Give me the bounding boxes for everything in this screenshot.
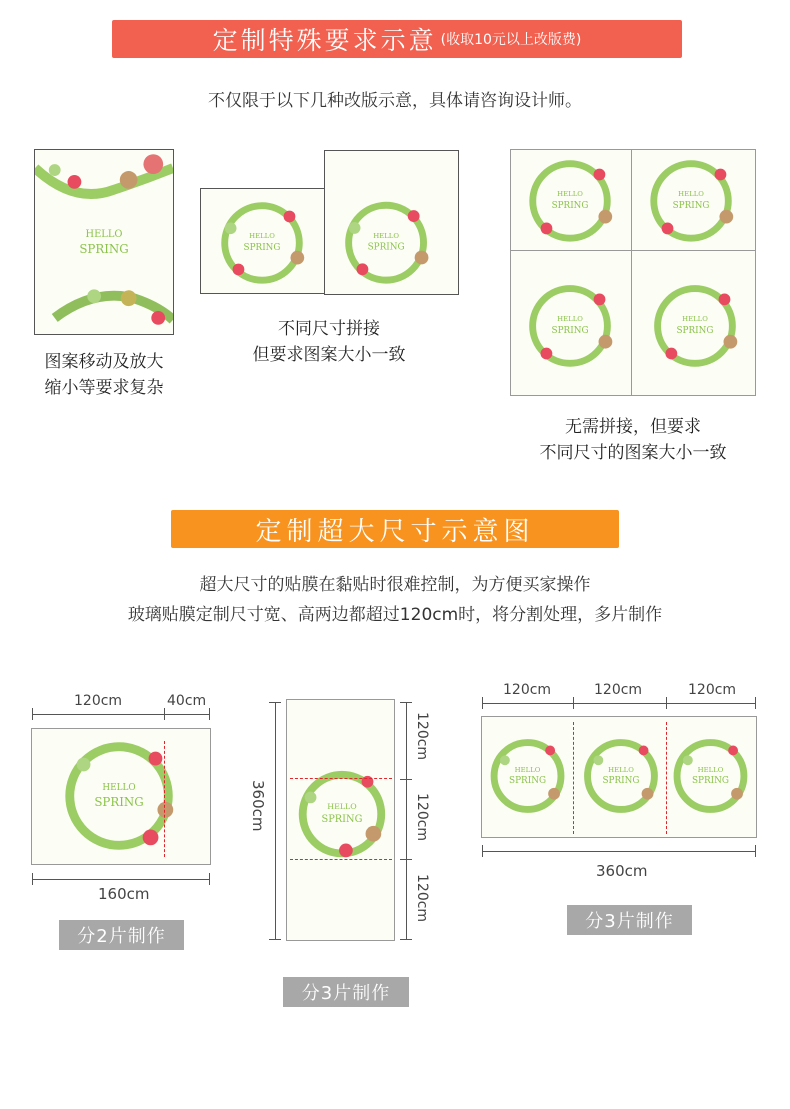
diagram1-tick <box>32 873 33 885</box>
diagram2-tick <box>400 779 412 780</box>
example3-artwork-1 <box>510 149 632 251</box>
diagram2-artwork <box>286 699 395 941</box>
example2-caption-line2: 但要求图案大小一致 <box>252 345 406 365</box>
example3-caption <box>510 414 756 466</box>
diagram3-tick <box>755 697 756 709</box>
diagram3-tick <box>482 845 483 857</box>
example3-artwork-3 <box>510 250 632 396</box>
svg-text:HELLO: HELLO <box>557 190 583 199</box>
diagram1-dim-right: 40cm <box>167 693 207 709</box>
example3-artwork-2 <box>631 149 756 251</box>
diagram3-dim-seg3: 120cm <box>688 682 737 698</box>
diagram1-badge: 分2片制作 <box>59 920 184 950</box>
example3-caption-line1: 无需拼接，但要求 <box>565 417 701 437</box>
section2-intro-line1: 超大尺寸的贴膜在黏贴时很难控制，为方便买家操作 <box>199 575 591 595</box>
diagram1-bottom-dimension-line <box>32 879 210 880</box>
svg-text:HELLO: HELLO <box>514 766 541 775</box>
svg-text:SPRING: SPRING <box>551 200 589 211</box>
example2-artwork-large <box>324 150 459 295</box>
svg-text:SPRING: SPRING <box>602 775 640 786</box>
floral-wreath-icon <box>482 717 756 837</box>
svg-text:HELLO: HELLO <box>373 231 399 240</box>
diagram2-tick <box>269 702 281 703</box>
floral-wreath-icon <box>287 700 394 940</box>
diagram2-tick <box>400 702 412 703</box>
diagram1-dim-total: 160cm <box>98 885 150 903</box>
example3-caption-line2: 不同尺寸的图案大小一致 <box>539 443 727 463</box>
section1-intro: 不仅限于以下几种改版示意，具体请咨询设计师。 <box>208 91 582 111</box>
svg-text:SPRING: SPRING <box>79 241 129 256</box>
diagram3-tick <box>755 845 756 857</box>
diagram2-left-dimension-line <box>275 702 276 940</box>
diagram2-tick <box>400 939 412 940</box>
svg-text:HELLO: HELLO <box>102 783 136 794</box>
diagram3-top-dimension-line <box>482 703 756 704</box>
section2-intro-line2: 玻璃贴膜定制尺寸宽、高两边都超过120cm时，将分割处理，多片制作 <box>127 605 663 625</box>
floral-wreath-icon <box>632 251 755 395</box>
floral-wreath-icon <box>511 251 631 395</box>
example1-caption-line1: 图案移动及放大 <box>44 352 164 372</box>
diagram2-right-dimension-line <box>406 702 407 940</box>
diagram1-tick <box>209 873 210 885</box>
section1-banner <box>112 20 682 58</box>
floral-wreath-icon <box>632 150 755 250</box>
svg-text:SPRING: SPRING <box>94 794 144 809</box>
svg-text:SPRING: SPRING <box>509 775 547 786</box>
diagram3-badge: 分3片制作 <box>567 905 692 935</box>
svg-text:HELLO: HELLO <box>557 315 583 324</box>
svg-text:HELLO: HELLO <box>678 190 704 199</box>
diagram2-dim-height: 360cm <box>249 780 267 832</box>
diagram3-cut-line <box>573 722 574 834</box>
floral-wreath-icon <box>511 150 631 250</box>
diagram2-tick <box>269 939 281 940</box>
diagram1-tick <box>164 708 165 720</box>
diagram1-top-dimension-line <box>32 714 210 715</box>
floral-wreath-icon <box>325 151 458 294</box>
svg-text:SPRING: SPRING <box>676 325 714 336</box>
diagram3-tick <box>482 697 483 709</box>
svg-text:HELLO: HELLO <box>249 232 275 241</box>
svg-text:SPRING: SPRING <box>691 775 729 786</box>
svg-text:SPRING: SPRING <box>551 325 589 336</box>
diagram3-tick <box>666 697 667 709</box>
svg-text:SPRING: SPRING <box>321 813 363 825</box>
example1-artwork <box>34 149 174 335</box>
diagram2-dim-seg2: 120cm <box>414 793 430 842</box>
svg-text:SPRING: SPRING <box>243 242 281 253</box>
diagram2-cut-line <box>290 778 392 779</box>
diagram3-cut-line <box>666 722 667 834</box>
diagram2-cut-line <box>290 859 392 860</box>
diagram2-tick <box>400 859 412 860</box>
diagram1-tick <box>32 708 33 720</box>
section1-subtitle: (收取10元以上改版费) <box>440 32 582 48</box>
diagram3-dim-seg1: 120cm <box>503 682 552 698</box>
example2-artwork-small <box>200 188 325 294</box>
svg-text:HELLO: HELLO <box>327 802 357 812</box>
diagram2-dim-seg3: 120cm <box>414 874 430 923</box>
diagram1-dim-left: 120cm <box>74 693 123 709</box>
example2-caption-line1: 不同尺寸拼接 <box>278 319 380 339</box>
svg-text:HELLO: HELLO <box>608 766 634 775</box>
diagram3-tick <box>573 697 574 709</box>
example3-artwork-4 <box>631 250 756 396</box>
diagram3-artwork <box>481 716 757 838</box>
diagram2-dim-seg1: 120cm <box>414 712 430 761</box>
section2-title: 定制超大尺寸示意图 <box>171 510 619 548</box>
svg-text:HELLO: HELLO <box>85 229 123 241</box>
diagram3-bottom-dimension-line <box>482 851 756 852</box>
example1-caption <box>24 349 184 401</box>
diagram2-badge: 分3片制作 <box>283 977 409 1007</box>
svg-text:SPRING: SPRING <box>367 242 405 253</box>
diagram3-dim-total: 360cm <box>596 862 648 880</box>
floral-garland-icon <box>35 150 173 334</box>
diagram3-dim-seg2: 120cm <box>594 682 643 698</box>
example1-caption-line2: 缩小等要求复杂 <box>44 378 164 398</box>
svg-text:HELLO: HELLO <box>697 766 724 775</box>
floral-wreath-icon <box>32 729 210 864</box>
svg-text:SPRING: SPRING <box>672 200 710 211</box>
diagram1-cut-line <box>164 741 165 857</box>
diagram1-artwork <box>31 728 211 865</box>
floral-wreath-icon <box>201 189 324 293</box>
section1-title: 定制特殊要求示意 <box>212 26 437 55</box>
svg-text:HELLO: HELLO <box>682 315 708 324</box>
diagram1-tick <box>209 708 210 720</box>
example2-caption <box>214 316 444 368</box>
